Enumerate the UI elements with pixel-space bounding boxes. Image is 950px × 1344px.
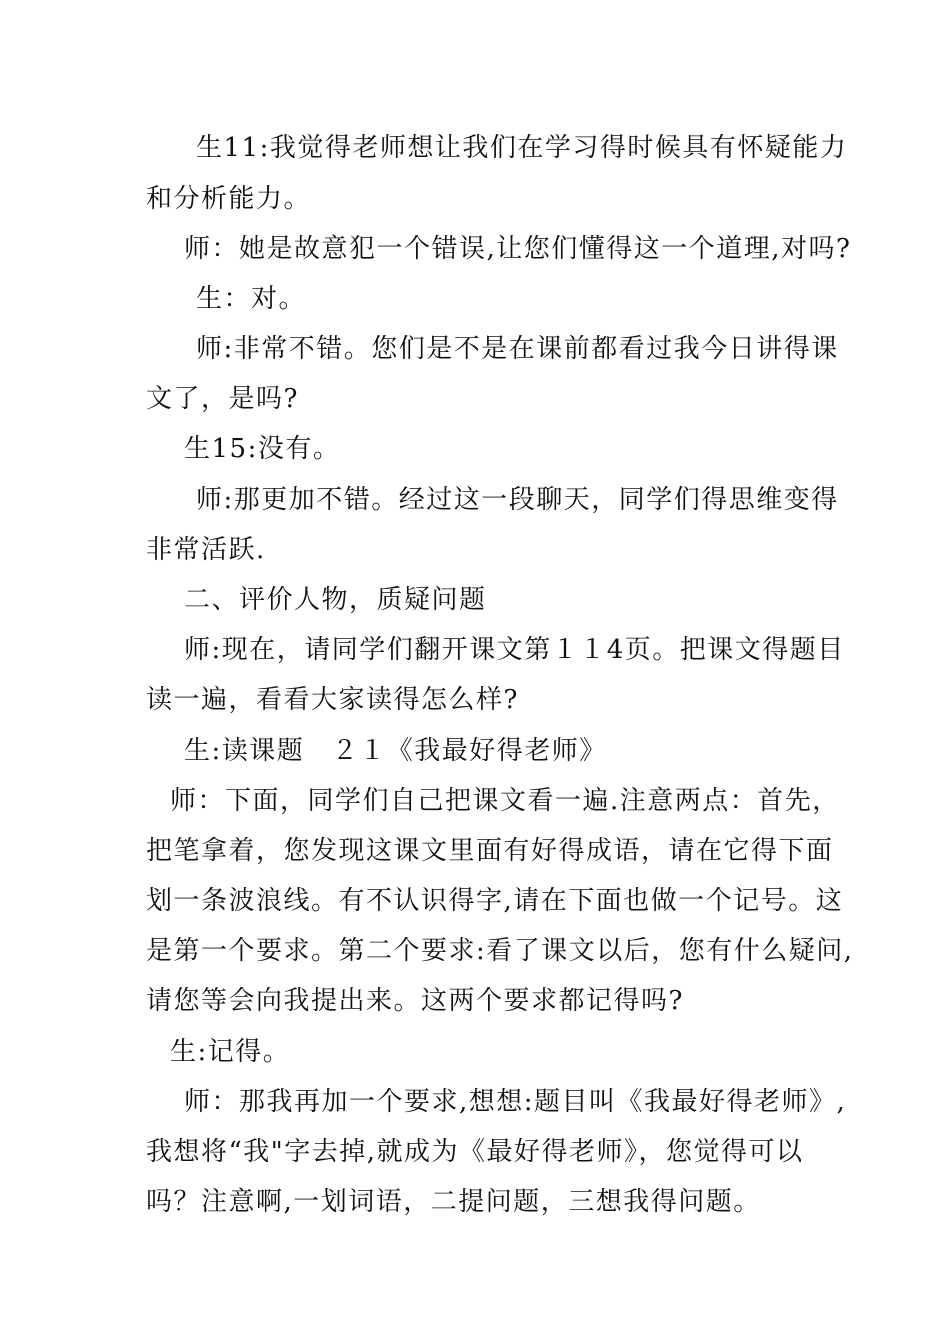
paragraph-line: 文了，是吗? bbox=[146, 384, 299, 414]
paragraph-line: 生11:我觉得老师想让我们在学习得时候具有怀疑能力 bbox=[196, 133, 848, 163]
paragraph-line: 读一遍，看看大家读得怎么样? bbox=[146, 685, 519, 715]
paragraph-line: 生:读课题 ２１《我最好得老师》 bbox=[184, 736, 607, 766]
paragraph-line: 生15:没有。 bbox=[184, 434, 341, 464]
paragraph-line: 吗？注意啊,一划词语，二提问题，三想我得问题。 bbox=[146, 1187, 761, 1217]
paragraph-line: 划一条波浪线。有不认识得字,请在下面也做一个记号。这 bbox=[146, 886, 844, 916]
paragraph-line: 生：对。 bbox=[196, 284, 307, 314]
paragraph-line: 非常活跃. bbox=[146, 535, 266, 565]
paragraph-line: 师：那我再加一个要求,想想:题目叫《我最好得老师》, bbox=[184, 1087, 847, 1117]
paragraph-line: 是第一个要求。第二个要求:看了课文以后，您有什么疑问, bbox=[146, 936, 854, 966]
paragraph-line: 师：下面，同学们自己把课文看一遍.注意两点：首先， bbox=[170, 786, 840, 816]
paragraph-line: 生:记得。 bbox=[170, 1037, 291, 1067]
section-heading: 二、评价人物，质疑问题 bbox=[184, 585, 487, 615]
paragraph-line: 和分析能力。 bbox=[146, 184, 312, 214]
paragraph-line: 师：她是故意犯一个错误,让您们懂得这一个道理,对吗? bbox=[184, 234, 852, 264]
paragraph-line: 请您等会向我提出来。这两个要求都记得吗? bbox=[146, 986, 684, 1016]
paragraph-line: 师:非常不错。您们是不是在课前都看过我今日讲得课 bbox=[196, 334, 839, 364]
paragraph-line: 我想将“我"字去掉,就成为《最好得老师》，您觉得可以 bbox=[146, 1137, 804, 1167]
paragraph-line: 师:那更加不错。经过这一段聊天，同学们得思维变得 bbox=[196, 485, 839, 515]
paragraph-line: 师:现在，请同学们翻开课文第１１4页。把课文得题目 bbox=[184, 635, 845, 665]
paragraph-line: 把笔拿着，您发现这课文里面有好得成语，请在它得下面 bbox=[146, 836, 834, 866]
